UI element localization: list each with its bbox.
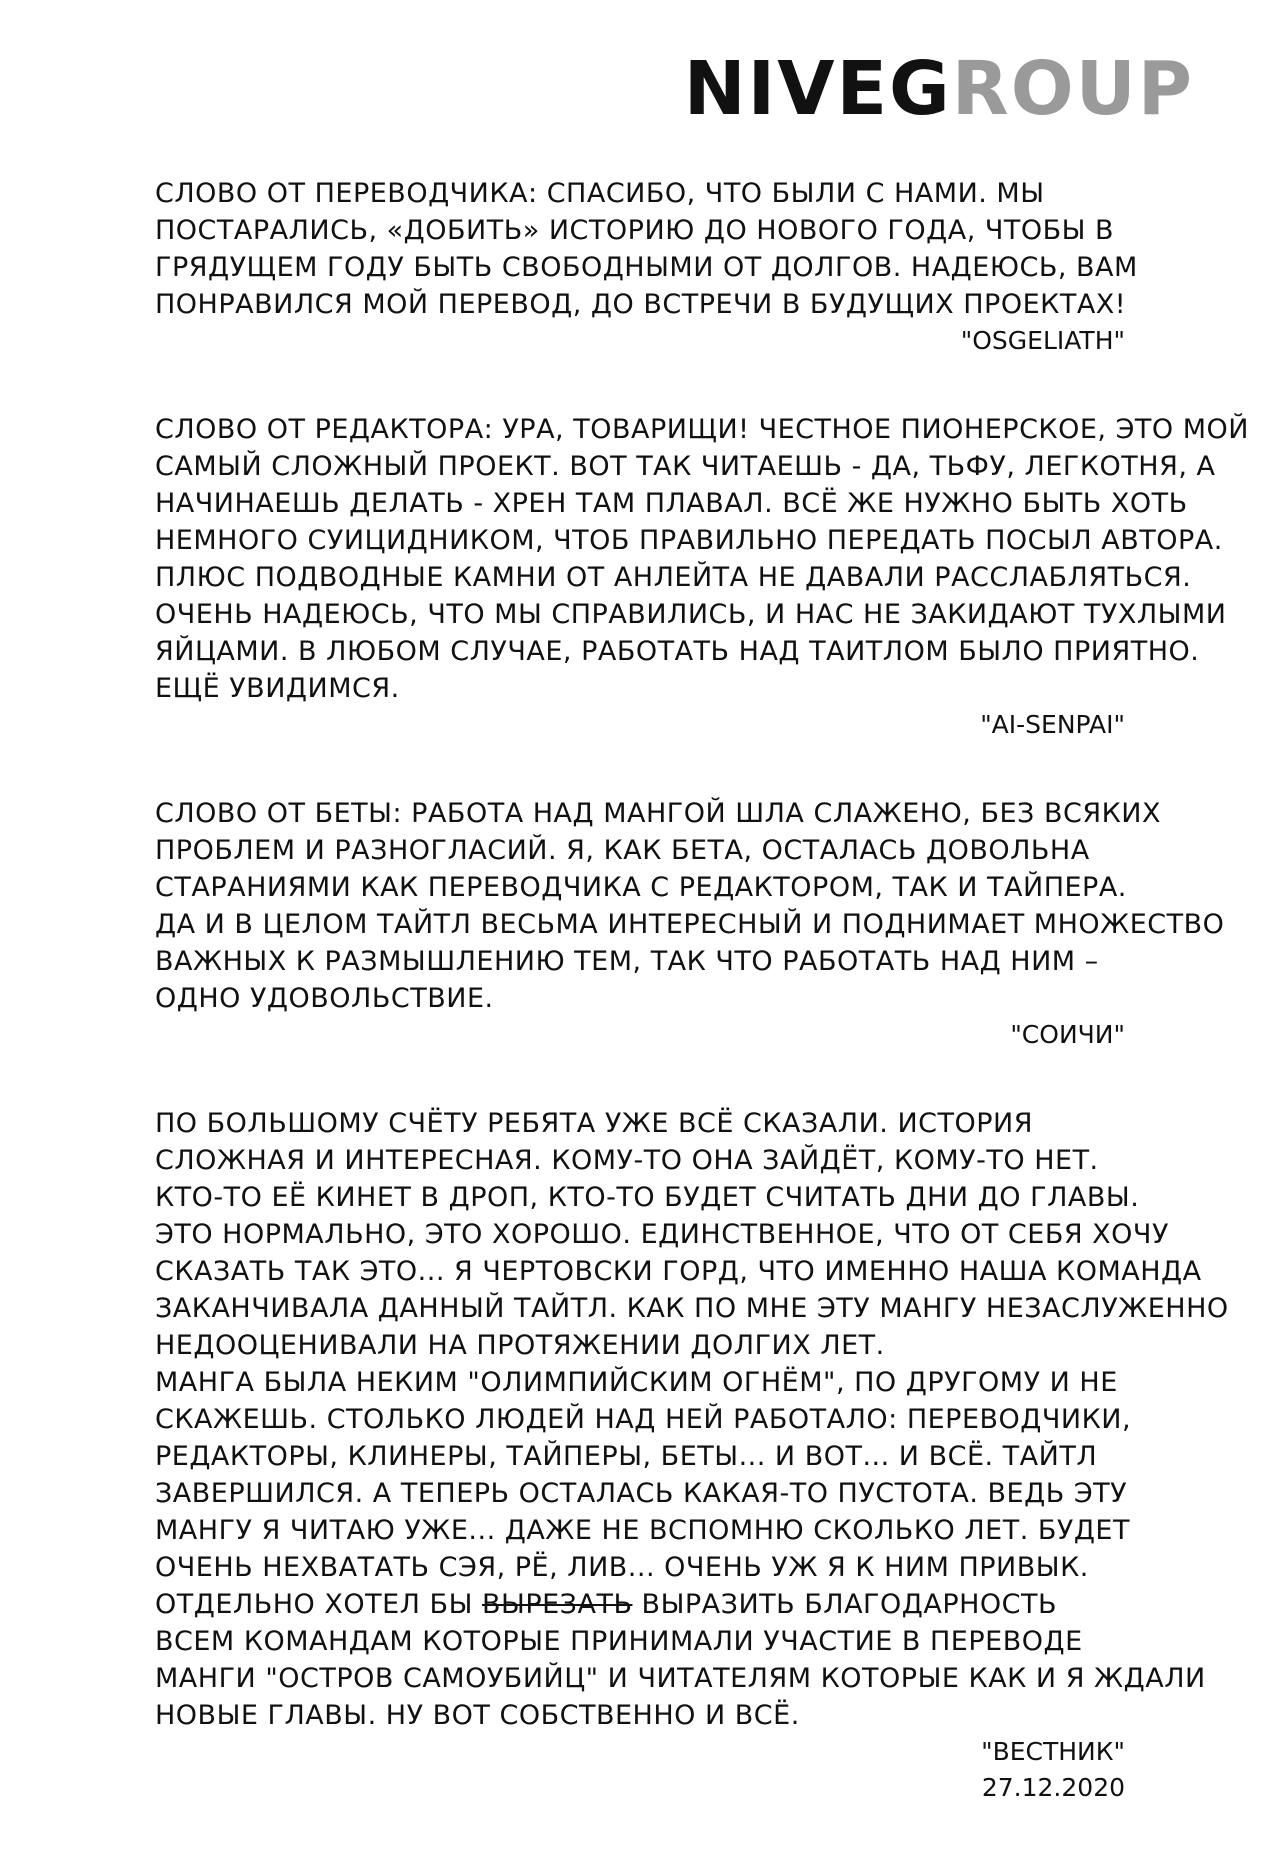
text-line: СЛОВО ОТ РЕДАКТОРА: УРА, ТОВАРИЩИ! ЧЕСТНОЕ ПИОНЕРСКОЕ, ЭТО МОЙ [155, 414, 1249, 445]
text-line: ЭТО НОРМАЛЬНО, ЭТО ХОРОШО. ЕДИНСТВЕННОЕ, ЧТО ОТ СЕБЯ ХОЧУ [155, 1219, 1169, 1250]
struck-word: ВЫРЕЗАТЬ [481, 1589, 633, 1620]
translator-note [155, 175, 1138, 359]
text-line: СЛОЖНАЯ И ИНТЕРЕСНАЯ. КОМУ-ТО ОНА ЗАЙДЁТ, КОМУ-ТО НЕТ. [155, 1145, 1099, 1176]
text-line-strike [155, 1586, 1125, 1623]
text-line: СКАЗАТЬ ТАК ЭТО... Я ЧЕРТОВСКИ ГОРД, ЧТО ИМЕННО НАША КОМАНДА [155, 1256, 1202, 1287]
date: 27.12.2020 [981, 1773, 1125, 1802]
text-line: НЕМНОГО СУИЦИДНИКОМ, ЧТОБ ПРАВИЛЬНО ПЕРЕДАТЬ ПОСЫЛ АВТОРА. [155, 525, 1223, 556]
text-line: МАНГИ "ОСТРОВ САМОУБИЙЦ" И ЧИТАТЕЛЯМ КОТОРЫЕ КАК И Я ЖДАЛИ [155, 1663, 1206, 1694]
text-line: МАНГУ Я ЧИТАЮ УЖЕ... ДАЖЕ НЕ ВСПОМНЮ СКОЛЬКО ЛЕТ. БУДЕТ [155, 1515, 1130, 1546]
text-line: МАНГА БЫЛА НЕКИМ "ОЛИМПИЙСКИМ ОГНЁМ", ПО ДРУГОМУ И НЕ [155, 1367, 1118, 1398]
text-line: НЕДООЦЕНИВАЛИ НА ПРОТЯЖЕНИИ ДОЛГИХ ЛЕТ. [155, 1330, 885, 1361]
signature-editor: "AI-SENPAI" [980, 710, 1125, 739]
text-line: ПЛЮС ПОДВОДНЫЕ КАМНИ ОТ АНЛЕЙТА НЕ ДАВАЛИ РАССЛАБЛЯТЬСЯ. [155, 562, 1192, 593]
logo-part-dark: NIVEG [683, 46, 952, 132]
text-line: ЗАКАНЧИВАЛА ДАННЫЙ ТАЙТЛ. КАК ПО МНЕ ЭТУ МАНГУ НЕЗАСЛУЖЕННО [155, 1293, 1229, 1324]
strike-before: ОТДЕЛЬНО ХОТЕЛ БЫ [155, 1589, 482, 1620]
text-line: ОДНО УДОВОЛЬСТВИЕ. [155, 983, 494, 1014]
text-line: ОЧЕНЬ НЕХВАТАТЬ СЭЯ, РЁ, ЛИВ... ОЧЕНЬ УЖ Я К НИМ ПРИВЫК. [155, 1552, 1089, 1583]
text-line: САМЫЙ СЛОЖНЫЙ ПРОЕКТ. ВОТ ТАК ЧИТАЕШЬ - ДА, ТЬФУ, ЛЕГКОТНЯ, А [155, 451, 1216, 482]
text-line: ГРЯДУЩЕМ ГОДУ БЫТЬ СВОБОДНЫМИ ОТ ДОЛГОВ. НАДЕЮСЬ, ВАМ [155, 252, 1138, 283]
text-line: СКАЖЕШЬ. СТОЛЬКО ЛЮДЕЙ НАД НЕЙ РАБОТАЛО: ПЕРЕВОДЧИКИ, [155, 1404, 1132, 1435]
text-line: ЯЙЦАМИ. В ЛЮБОМ СЛУЧАЕ, РАБОТАТЬ НАД ТАИТЛОМ БЫЛО ПРИЯТНО. [155, 636, 1200, 667]
final-note [155, 1105, 1229, 1806]
signature-vestnik: "ВЕСТНИК" [981, 1737, 1125, 1766]
text-line: ЗАВЕРШИЛСЯ. А ТЕПЕРЬ ОСТАЛАСЬ КАКАЯ-ТО ПУСТОТА. ВЕДЬ ЭТУ [155, 1478, 1128, 1509]
text-line: СТАРАНИЯМИ КАК ПЕРЕВОДЧИКА С РЕДАКТОРОМ, ТАК И ТАЙПЕРА. [155, 872, 1127, 903]
text-line: ВАЖНЫХ К РАЗМЫШЛЕНИЮ ТЕМ, ТАК ЧТО РАБОТАТЬ НАД НИМ – [155, 946, 1099, 977]
text-line: ПОСТАРАЛИСЬ, «ДОБИТЬ» ИСТОРИЮ ДО НОВОГО ГОДА, ЧТОБЫ В [155, 215, 1115, 246]
text-line: ДА И В ЦЕЛОМ ТАЙТЛ ВЕСЬМА ИНТЕРЕСНЫЙ И ПОДНИМАЕТ МНОЖЕСТВО [155, 909, 1225, 940]
strike-after: ВЫРАЗИТЬ БЛАГОДАРНОСТЬ [632, 1589, 1058, 1620]
text-line: НАЧИНАЕШЬ ДЕЛАТЬ - ХРЕН ТАМ ПЛАВАЛ. ВСЁ ЖЕ НУЖНО БЫТЬ ХОТЬ [155, 488, 1188, 519]
text-line: СЛОВО ОТ ПЕРЕВОДЧИКА: СПАСИБО, ЧТО БЫЛИ С НАМИ. МЫ [155, 178, 1045, 209]
text-line: ПОНРАВИЛСЯ МОЙ ПЕРЕВОД, ДО ВСТРЕЧИ В БУДУЩИХ ПРОЕКТАХ! [155, 289, 1127, 320]
text-line: ПРОБЛЕМ И РАЗНОГЛАСИЙ. Я, КАК БЕТА, ОСТАЛАСЬ ДОВОЛЬНА [155, 835, 1090, 866]
text-line: НОВЫЕ ГЛАВЫ. НУ ВОТ СОБСТВЕННО И ВСЁ. [155, 1700, 800, 1731]
signature-translator: "OSGELIATH" [960, 326, 1125, 355]
text-line: РЕДАКТОРЫ, КЛИНЕРЫ, ТАЙПЕРЫ, БЕТЫ... И ВОТ... И ВСЁ. ТАЙТЛ [155, 1441, 1098, 1472]
group-logo [683, 46, 1194, 132]
text-line: ПО БОЛЬШОМУ СЧЁТУ РЕБЯТА УЖЕ ВСЁ СКАЗАЛИ. ИСТОРИЯ [155, 1108, 1033, 1139]
text-line: КТО-ТО ЕЁ КИНЕТ В ДРОП, КТО-ТО БУДЕТ СЧИТАТЬ ДНИ ДО ГЛАВЫ. [155, 1182, 1140, 1213]
text-line: ОЧЕНЬ НАДЕЮСЬ, ЧТО МЫ СПРАВИЛИСЬ, И НАС НЕ ЗАКИДАЮТ ТУХЛЫМИ [155, 599, 1227, 630]
text-line: ЕЩЁ УВИДИМСЯ. [155, 673, 400, 704]
afterword-content [155, 175, 1249, 1858]
text-line: СЛОВО ОТ БЕТЫ: РАБОТА НАД МАНГОЙ ШЛА СЛАЖЕНО, БЕЗ ВСЯКИХ [155, 798, 1161, 829]
logo-part-light: ROUP [951, 46, 1194, 132]
text-line: ВСЕМ КОМАНДАМ КОТОРЫЕ ПРИНИМАЛИ УЧАСТИЕ В ПЕРЕВОДЕ [155, 1626, 1083, 1657]
beta-note [155, 795, 1225, 1053]
editor-note [155, 411, 1249, 743]
signature-beta: "СОИЧИ" [1010, 1020, 1125, 1049]
